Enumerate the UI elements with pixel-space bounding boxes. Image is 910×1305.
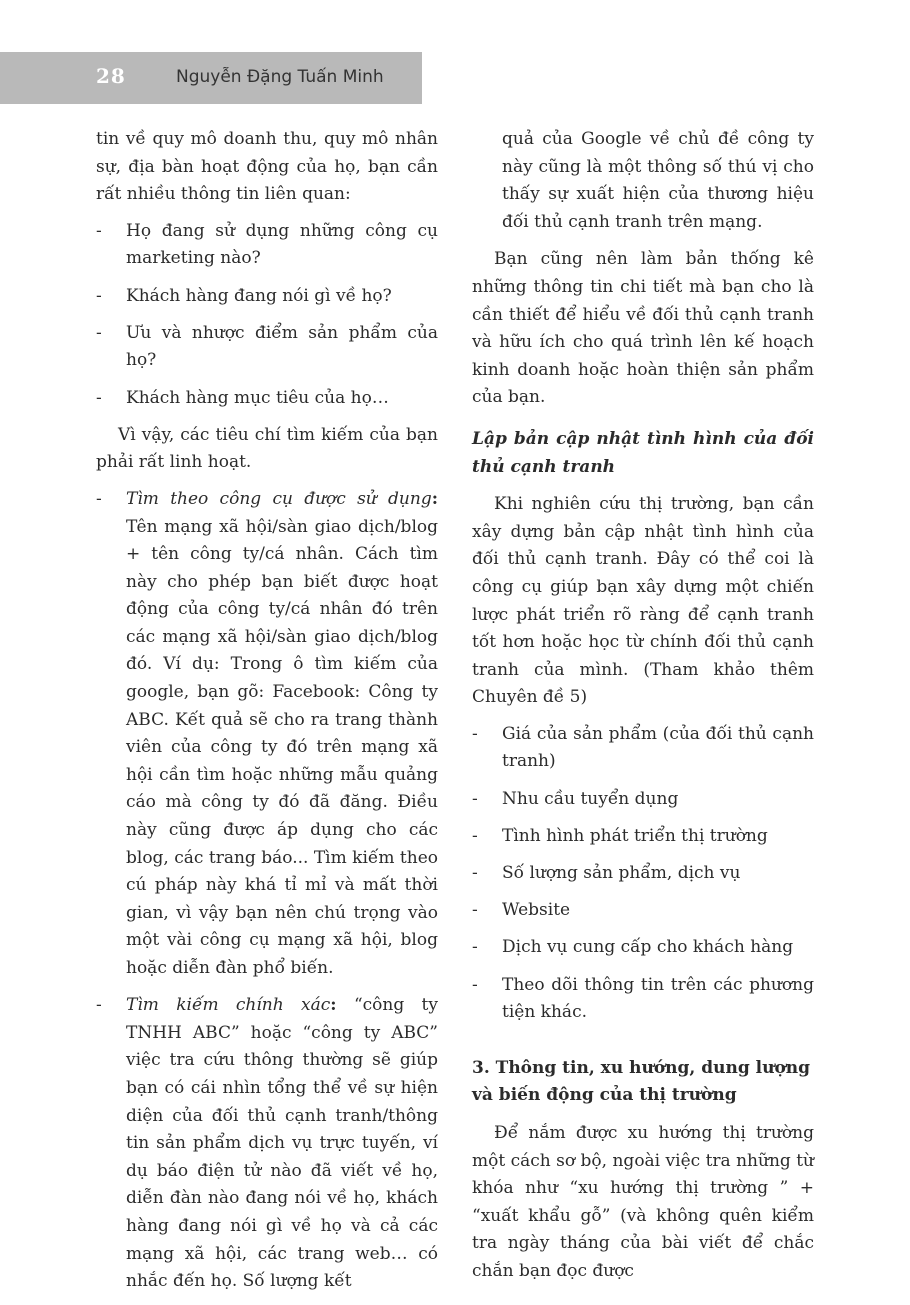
page-number: 28 — [96, 64, 126, 88]
list-item: - Số lượng sản phẩm, dịch vụ — [472, 860, 814, 888]
list-item: - Theo dõi thông tin trên các phương tiện khác. — [472, 972, 814, 1027]
list-item: - Họ đang sử dụng những công cụ marketing nào? — [96, 218, 438, 273]
search-tool-text: Tên mạng xã hội/sàn giao dịch/blog + tên công ty/cá nhân. Cách tìm này cho phép bạn biết được hoạt động của công ty/cá nhân đó trên các mạng xã hội/sàn giao dịch/blog đó. Ví dụ: Trong ô tìm kiếm của google, bạn gõ: Facebook: Công ty ABC. Kết quả sẽ cho ra trang thành viên của công ty đó trên mạng xã hội cần tìm hoặc những mẫu quảng cáo mà công ty đó đã đăng. Điều này cũng được áp dụng cho các blog, các trang báo... Tìm kiếm theo cú pháp này khá tỉ mỉ và mất thời gian, vì vậy bạn nên chú trọng vào một vài công cụ mạng xã hội, blog hoặc diễn đàn phổ biến. — [126, 516, 438, 978]
list-item: - Ưu và nhược điểm sản phẩm của họ? — [96, 320, 438, 375]
dash-bullet: - — [472, 788, 478, 809]
search-exact-term: Tìm kiếm chính xác — [126, 995, 331, 1016]
criteria-paragraph: Vì vậy, các tiêu chí tìm kiếm của bạn phải rất linh hoạt. — [96, 424, 438, 473]
dash-bullet: - — [96, 995, 102, 1016]
section-title: 3. Thông tin, xu hướng, dung lượng và biến động của thị trường — [472, 1057, 811, 1106]
search-exact-text: “công ty TNHH ABC” hoặc “công ty ABC” việc tra cứu thông thường sẽ giúp bạn có cái nhìn tổng thể về sự hiện diện của đối thủ cạnh tranh/thông tin sản phẩm dịch vụ trực tuyến, ví dụ báo điện tử nào đã viết về họ, diễn đàn nào đang nói về họ, khách hàng đang nói gì về họ và cả các mạng xã hội, các trang web… có nhắc đến họ. Số lượng kết — [126, 995, 438, 1292]
dash-bullet: - — [472, 974, 478, 995]
dash-bullet: - — [96, 387, 102, 408]
right-column — [472, 126, 814, 1295]
research-paragraph: Khi nghiên cứu thị trường, bạn cần xây dựng bản cập nhật tình hình của đối thủ cạnh tranh. Đây có thể coi là công cụ giúp bạn xây dựng một chiến lược phát triển rõ ràng để cạnh tranh tốt hơn hoặc học từ chính đối thủ cạnh tranh của mình. (Tham khảo thêm Chuyên đề 5) — [472, 494, 814, 708]
search-tool-term: Tìm theo công cụ được sử dụng — [126, 488, 432, 509]
dash-bullet: - — [472, 723, 478, 744]
running-header-author: Nguyễn Đặng Tuấn Minh — [176, 67, 384, 87]
dash-bullet: - — [472, 825, 478, 846]
search-tool-item: - Tìm theo công cụ được sử dụng: Tên mạng xã hội/sàn giao dịch/blog + tên công ty/cá nhân. Cách tìm này cho phép bạn biết được hoạt động của công ty/cá nhân đó trên các mạng xã hội/sàn giao dịch/blog đó. Ví dụ: Trong ô tìm kiếm của google, bạn gõ: Facebook: Công ty ABC. Kết quả sẽ cho ra trang thành viên của công ty đó trên mạng xã hội cần tìm hoặc những mẫu quảng cáo mà công ty đó đã đăng. Điều này cũng được áp dụng cho các blog, các trang báo... Tìm kiếm theo cú pháp này khá tỉ mỉ và mất thời gian, vì vậy bạn nên chú trọng vào một vài công cụ mạng xã hội, blog hoặc diễn đàn phổ biến. — [96, 486, 438, 983]
continuation-paragraph: quả của Google về chủ đề công ty này cũng là một thông số thú vị cho thấy sự xuất hiện của thương hiệu đối thủ cạnh tranh trên mạng. — [502, 129, 814, 232]
list-item: - Dịch vụ cung cấp cho khách hàng — [472, 934, 814, 962]
dash-bullet: - — [472, 900, 478, 921]
dash-bullet: - — [96, 488, 102, 509]
list-item: - Tình hình phát triển thị trường — [472, 823, 814, 851]
left-column — [96, 126, 438, 1305]
subheading: Lập bản cập nhật tình hình của đối thủ cạnh tranh — [472, 428, 814, 477]
list-item: - Website — [472, 897, 814, 925]
intro-paragraph: tin về quy mô doanh thu, quy mô nhân sự, địa bàn hoạt động của họ, bạn cần rất nhiều thông tin liên quan: — [96, 129, 438, 205]
competitor-info-list — [472, 721, 814, 1027]
dash-bullet: - — [96, 322, 102, 343]
stats-paragraph: Bạn cũng nên làm bản thống kê những thông tin chi tiết mà bạn cho là cần thiết để hiểu về đối thủ cạnh tranh và hữu ích cho quá trình lên kế hoạch kinh doanh hoặc hoàn thiện sản phẩm của bạn. — [472, 249, 814, 408]
trend-paragraph: Để nắm được xu hướng thị trường một cách sơ bộ, ngoài việc tra những từ khóa như “xu hướng thị trường ” + “xuất khẩu gỗ” (và không quên kiểm tra ngày tháng của bài viết để chắc chắn bạn đọc được — [472, 1122, 814, 1281]
list-item: - Nhu cầu tuyển dụng — [472, 786, 814, 814]
dash-bullet: - — [96, 220, 102, 241]
list-item: - Giá của sản phẩm (của đối thủ cạnh tranh) — [472, 721, 814, 776]
search-exact-item: - Tìm kiếm chính xác: “công ty TNHH ABC” hoặc “công ty ABC” việc tra cứu thông thường sẽ giúp bạn có cái nhìn tổng thể về sự hiện diện của đối thủ cạnh tranh/thông tin sản phẩm dịch vụ trực tuyến, ví dụ báo điện tử nào đã viết về họ, diễn đàn nào đang nói về họ, khách hàng đang nói gì về họ và cả các mạng xã hội, các trang web… có nhắc đến họ. Số lượng kết — [96, 992, 438, 1296]
list-item: - Khách hàng đang nói gì về họ? — [96, 283, 438, 311]
dash-bullet: - — [96, 285, 102, 306]
question-list — [96, 218, 438, 412]
list-item: - Khách hàng mục tiêu của họ… — [96, 385, 438, 413]
dash-bullet: - — [472, 863, 478, 884]
dash-bullet: - — [472, 937, 478, 958]
